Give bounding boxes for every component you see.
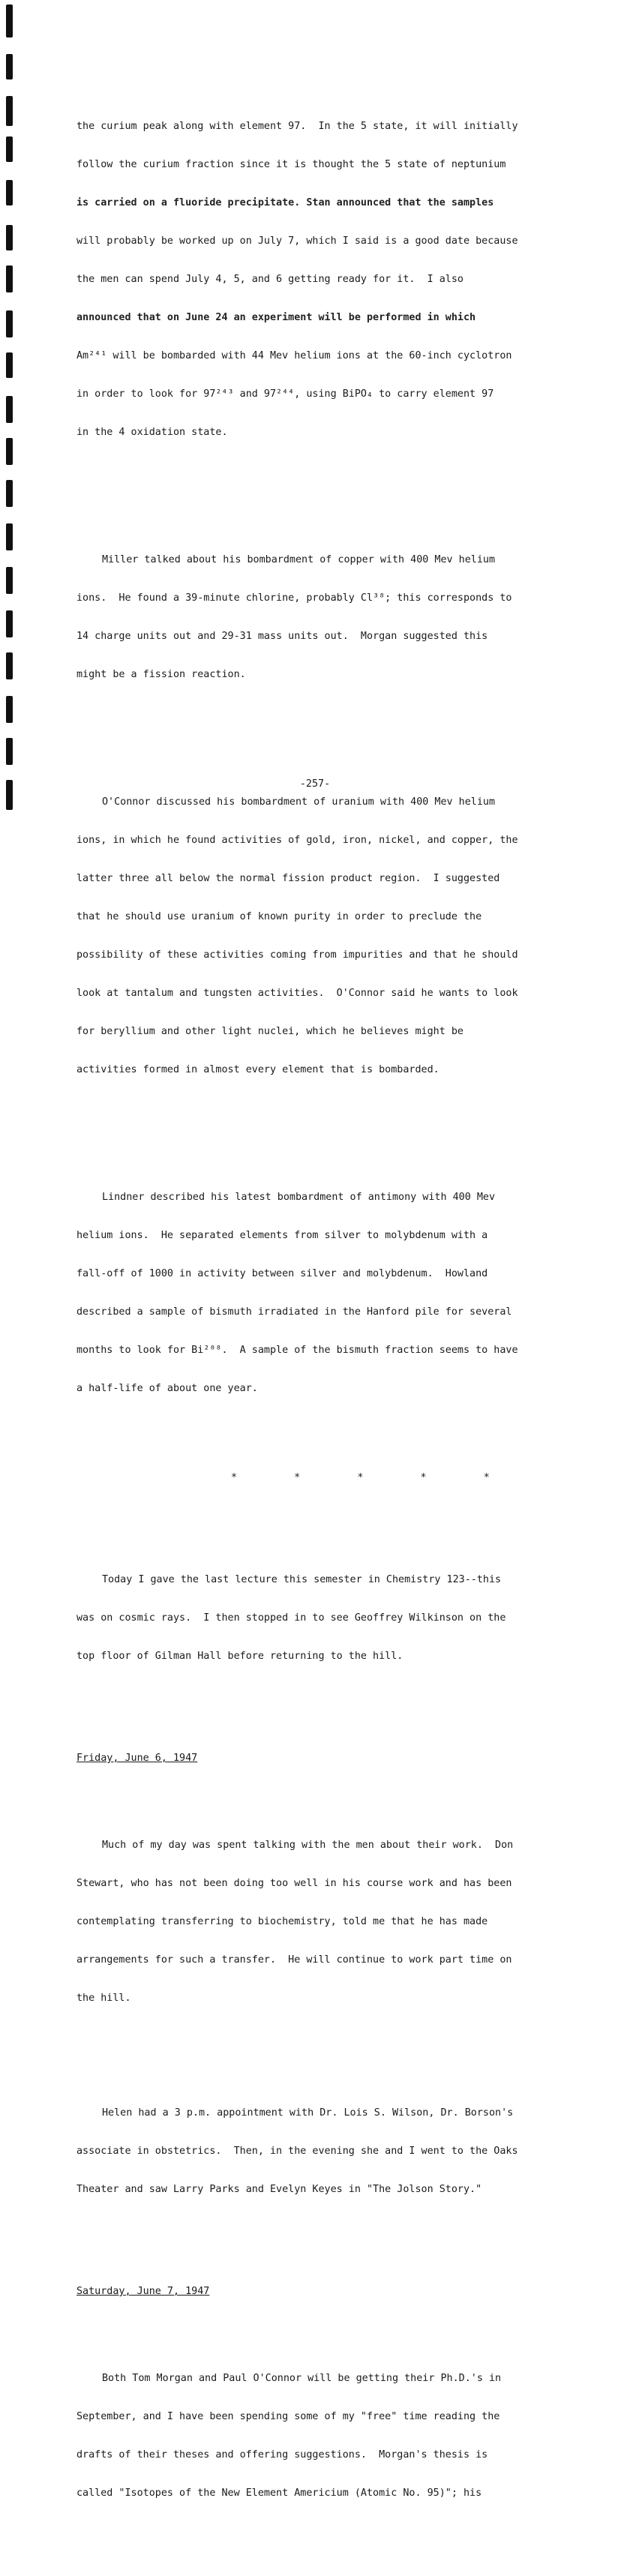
paragraph [76,1165,572,1420]
text-line: for beryllium and other light nuclei, which he believes might be [76,1026,464,1037]
text-line: the men can spend July 4, 5, and 6 getting ready for it. I also [76,274,464,285]
text-line: activities formed in almost every element that is bombarded. [76,1064,440,1075]
text-line: described a sample of bismuth irradiated in the Hanford pile for several [76,1306,512,1318]
binder-mark [6,4,13,37]
binder-hole-marks [6,0,16,817]
text-line: follow the curium fraction since it is thought the 5 state of neptunium [76,159,506,170]
text-line: arrangements for such a transfer. He will continue to work part time on [76,1954,512,1966]
binder-mark [6,480,13,507]
binder-mark [6,180,13,205]
binder-mark [6,438,13,465]
binder-mark [6,225,13,250]
text-line: Stewart, who has not been doing too well in his course work and has been [76,1878,512,1889]
text-line: helium ions. He separated elements from silver to molybdenum with a [76,1230,488,1241]
text-line: Am²⁴¹ will be bombarded with 44 Mev helium ions at the 60-inch cyclotron [76,350,512,361]
text-line: possibility of these activities coming from impurities and that he should [76,949,518,961]
text-line: drafts of their theses and offering suggestions. Morgan's thesis is [76,2449,488,2461]
paragraph [76,770,572,1102]
binder-mark [6,265,13,292]
text-line: Today I gave the last lecture this semester in Chemistry 123--this [102,1574,502,1585]
text-line: in order to look for 97²⁴³ and 97²⁴⁴, using BiPO₄ to carry element 97 [76,388,494,400]
binder-mark [6,396,13,423]
text-line: ions, in which he found activities of gold, iron, nickel, and copper, the [76,835,518,846]
binder-mark [6,738,13,765]
text-line: is carried on a fluoride precipitate. Stan announced that the samples [76,197,494,208]
text-line: ions. He found a 39-minute chlorine, probably Cl³⁸; this corresponds to [76,592,512,604]
binder-mark [6,610,13,637]
text-line: was on cosmic rays. I then stopped in to see Geoffrey Wilkinson on the [76,1612,506,1624]
paragraph [76,2347,572,2525]
text-line: Both Tom Morgan and Paul O'Connor will be getting their Ph.D.'s in [102,2373,502,2384]
binder-mark [6,696,13,723]
text-line: contemplating transferring to biochemistry, told me that he has made [76,1916,488,1927]
text-line: the hill. [76,1993,131,2004]
text-line: that he should use uranium of known purity in order to preclude the [76,911,482,922]
text-line: might be a fission reaction. [76,669,246,680]
binder-mark [6,136,13,162]
binder-mark [6,352,13,378]
text-line: Much of my day was spent talking with the men about their work. Don [102,1840,514,1851]
text-line: associate in obstetrics. Then, in the evening she and I went to the Oaks [76,2146,518,2157]
text-line: top floor of Gilman Hall before returning to the hill. [76,1651,404,1662]
binder-mark [6,523,13,550]
text-line: in the 4 oxidation state. [76,427,228,438]
section-separator: * * * * * [231,1472,490,1483]
text-line: September, and I have been spending some of my "free" time reading the [76,2411,500,2422]
text-line: months to look for Bi²⁰⁸. A sample of the bismuth fraction seems to have [76,1345,518,1356]
paragraph [76,1548,572,1688]
text-line: latter three all below the normal fission product region. I suggested [76,873,500,884]
paragraph [76,94,572,464]
date-heading: Saturday, June 7, 1947 [76,2286,210,2297]
paragraph [76,1813,572,2030]
text-line: will probably be worked up on July 7, which I said is a good date because [76,235,518,247]
text-line: Lindner described his latest bombardment of antimony with 400 Mev [102,1192,496,1203]
binder-mark [6,54,13,79]
binder-mark [6,567,13,594]
binder-mark [6,310,13,337]
page-number: -257- [299,778,331,790]
text-line: the curium peak along with element 97. In the 5 state, it will initially [76,121,518,132]
paragraph [76,528,572,706]
text-line: look at tantalum and tungsten activities. O'Connor said he wants to look [76,988,518,999]
text-line: a half-life of about one year. [76,1383,258,1394]
text-line: Theater and saw Larry Parks and Evelyn Keyes in "The Jolson Story." [76,2184,482,2195]
text-line: called "Isotopes of the New Element Americium (Atomic No. 95)"; his [76,2488,482,2499]
text-line: O'Connor discussed his bombardment of uranium with 400 Mev helium [102,796,496,808]
binder-mark [6,96,13,126]
date-heading: Friday, June 6, 1947 [76,1753,198,1764]
text-line: 14 charge units out and 29-31 mass units out. Morgan suggested this [76,631,488,642]
text-line: Miller talked about his bombardment of copper with 400 Mev helium [102,554,496,565]
text-line: announced that on June 24 an experiment will be performed in which [76,312,476,323]
document-body [76,43,572,2576]
text-line: Helen had a 3 p.m. appointment with Dr. Lois S. Wilson, Dr. Borson's [102,2107,514,2119]
paragraph [76,2081,572,2221]
binder-mark [6,652,13,679]
text-line: fall-off of 1000 in activity between silver and molybdenum. Howland [76,1268,488,1279]
